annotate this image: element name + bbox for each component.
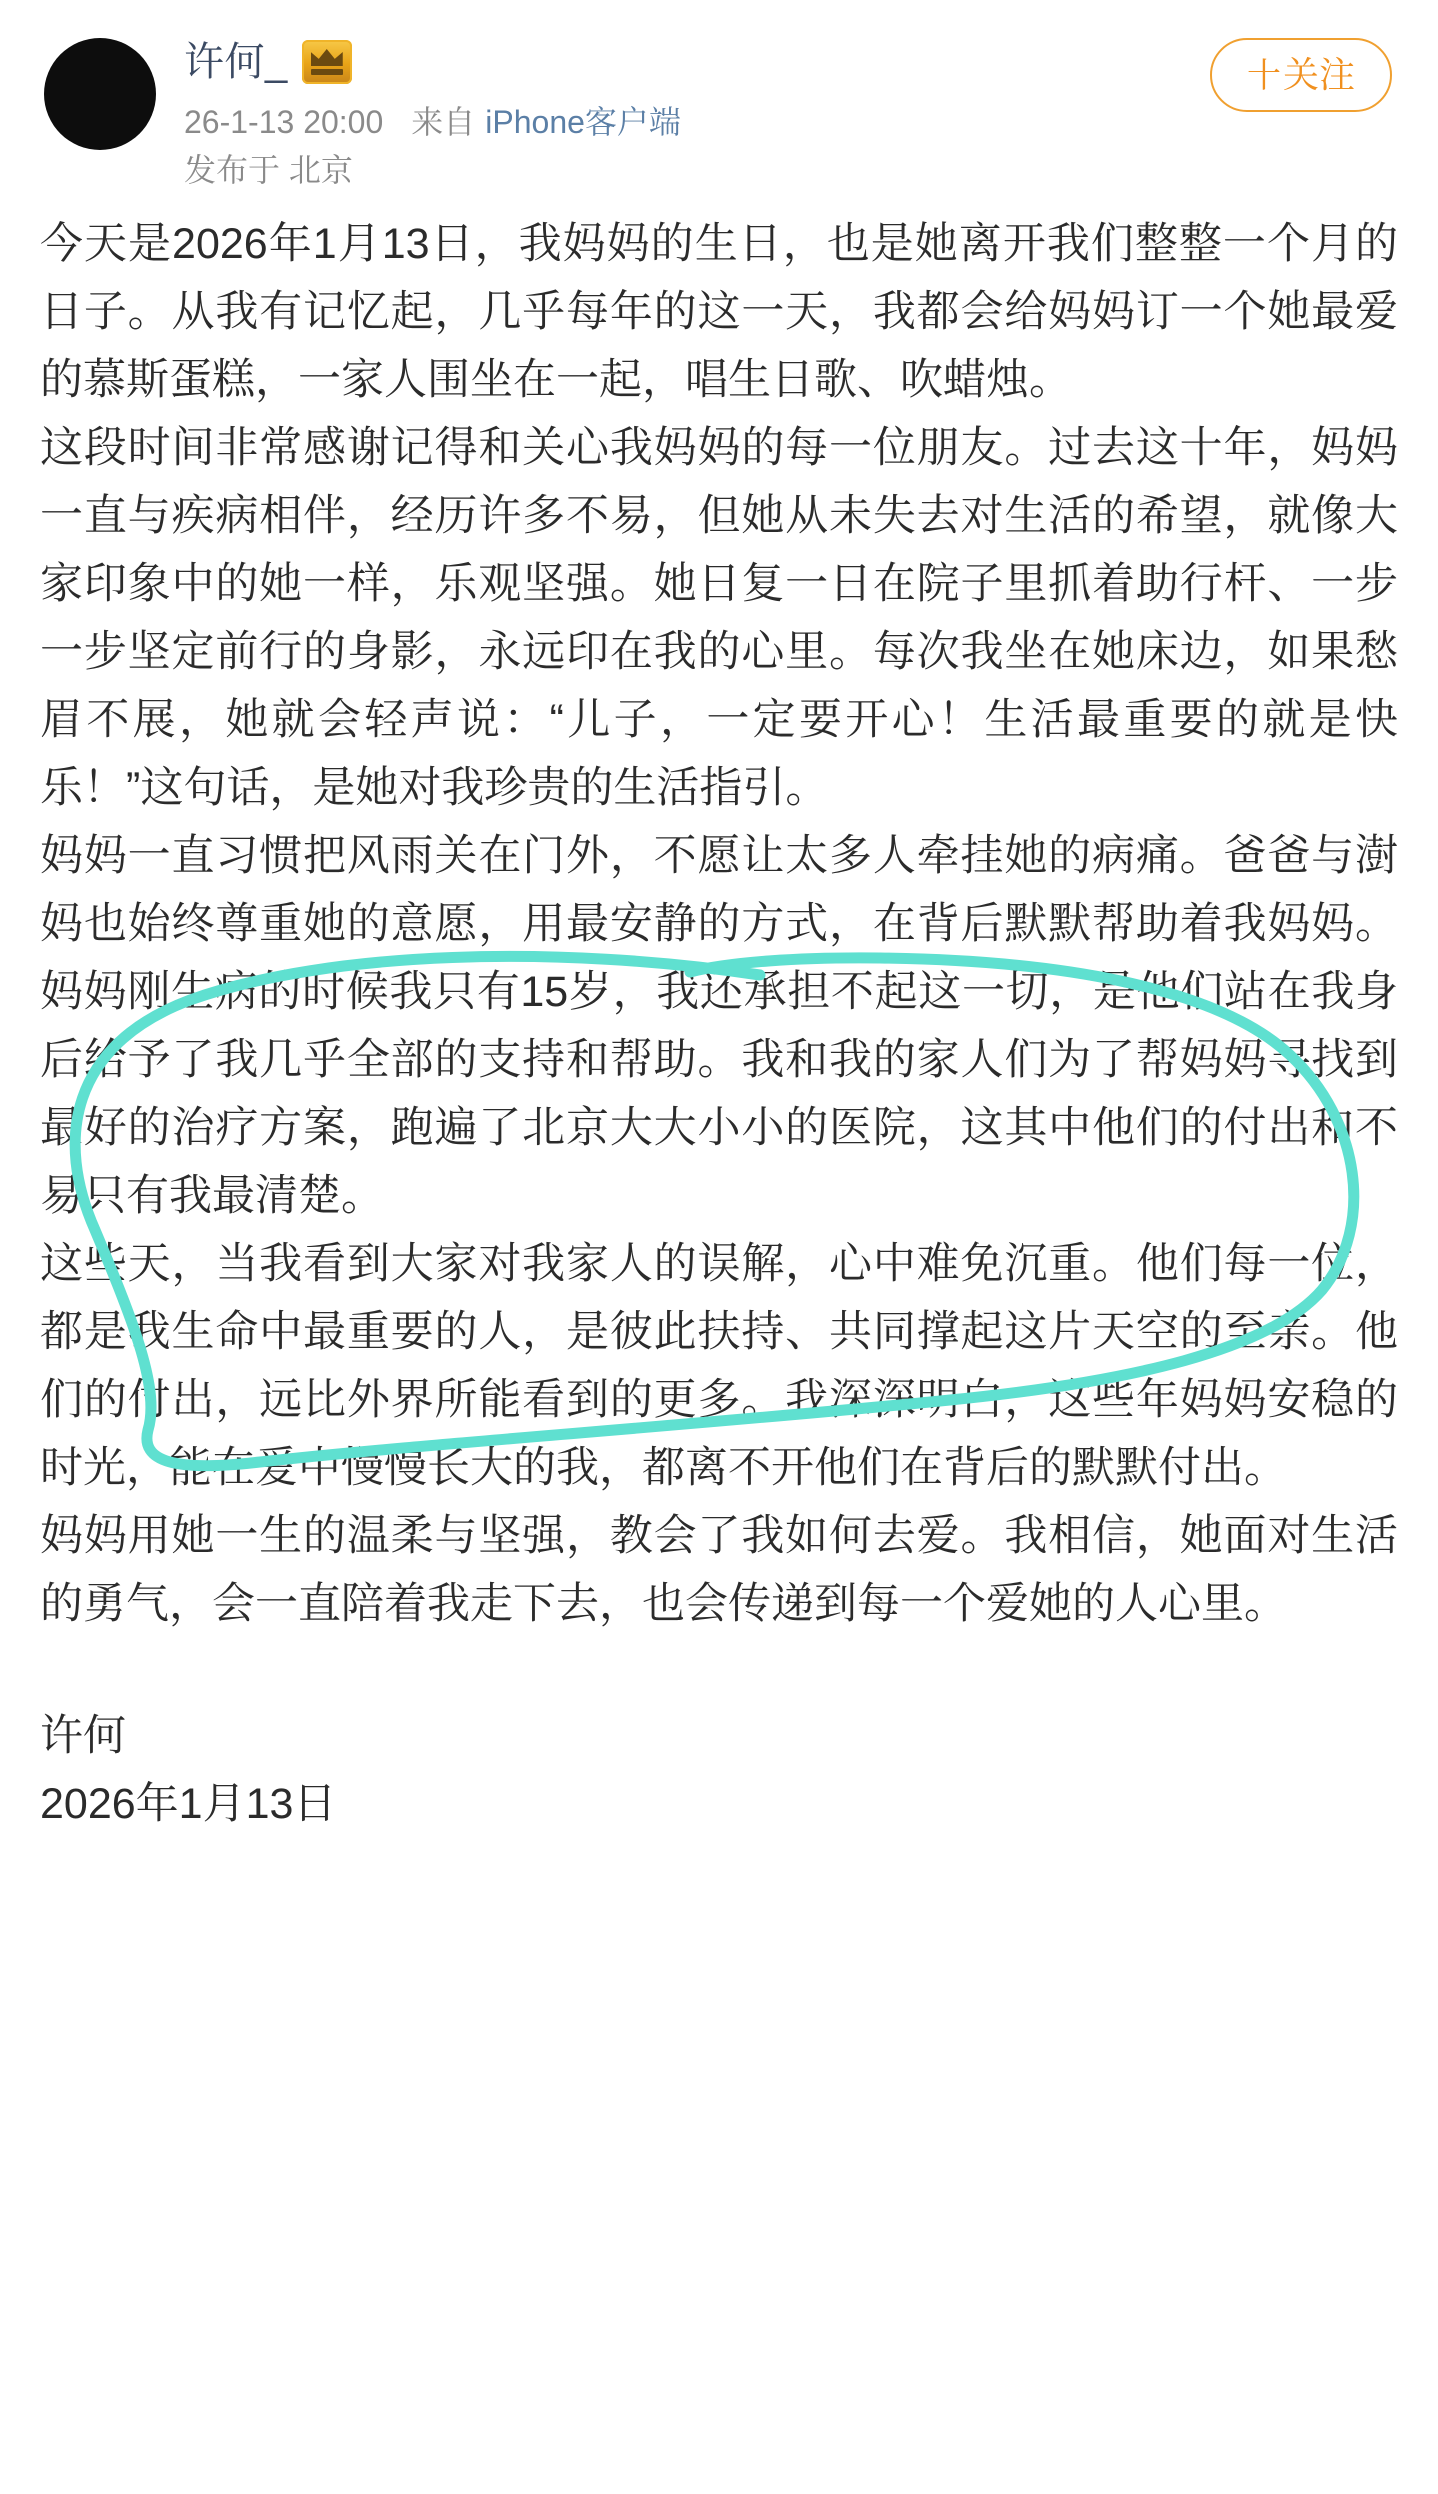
post-timestamp: 26-1-13 20:00 — [184, 104, 384, 140]
post-header — [0, 0, 1438, 192]
author-name[interactable]: 许何_ — [184, 40, 288, 84]
crown-badge-icon — [302, 40, 352, 84]
post-paragraph: 妈妈一直习惯把风雨关在门外，不愿让太多人牵挂她的病痛。爸爸与澍妈也始终尊重她的意愿，用最安静的方式，在背后默默帮助着我妈妈。妈妈刚生病的时候我只有15岁，我还承担不起这一切，是他们站在我身后给予了我几乎全部的支持和帮助。我和我的家人们为了帮妈妈寻找到最好的治疗方案，跑遍了北京大大小小的医院，这其中他们的付出和不易只有我最清楚。 — [40, 832, 1398, 1220]
signature-date: 2026年1月13日 — [40, 1780, 337, 1828]
follow-button[interactable] — [1210, 38, 1392, 112]
follow-button-label: 关注 — [1282, 54, 1355, 95]
post-content — [0, 192, 1438, 1838]
post-paragraph: 今天是2026年1月13日，我妈妈的生日，也是她离开我们整整一个月的日子。从我有记忆起，几乎每年的这一天，我都会给妈妈订一个她最爱的慕斯蛋糕，一家人围坐在一起，唱生日歌、吹蜡烛。 — [40, 220, 1398, 404]
post-paragraph: 这些天，当我看到大家对我家人的误解，心中难免沉重。他们每一位，都是我生命中最重要的人，是彼此扶持、共同撑起这片天空的至亲。他们的付出，远比外界所能看到的更多。我深深明白，这些年妈妈安稳的时光，能在爱中慢慢长大的我，都离不开他们在背后的默默付出。 — [40, 1240, 1398, 1492]
post-signature — [40, 1702, 1398, 1838]
author-meta-block — [156, 34, 1394, 192]
post-source-prefix: 来自 — [411, 104, 476, 140]
post-location: 发布于 北京 — [184, 152, 353, 188]
post-source-link[interactable]: iPhone客户端 — [485, 104, 681, 140]
avatar[interactable] — [44, 38, 156, 150]
post-paragraph: 这段时间非常感谢记得和关心我妈妈的每一位朋友。过去这十年，妈妈一直与疾病相伴，经历许多不易，但她从未失去对生活的希望，就像大家印象中的她一样，乐观坚强。她日复一日在院子里抓着助行杆、一步一步坚定前行的身影，永远印在我的心里。每次我坐在她床边，如果愁眉不展，她就会轻声说：“儿子，一定要开心！生活最重要的就是快乐！”这句话，是她对我珍贵的生活指引。 — [40, 424, 1398, 812]
signature-name: 许何 — [40, 1712, 126, 1760]
plus-icon: 十 — [1246, 57, 1281, 95]
post-meta-row — [184, 100, 1394, 144]
post-paragraph: 妈妈用她一生的温柔与坚强，教会了我如何去爱。我相信，她面对生活的勇气，会一直陪着我走下去，也会传递到每一个爱她的人心里。 — [40, 1512, 1398, 1628]
